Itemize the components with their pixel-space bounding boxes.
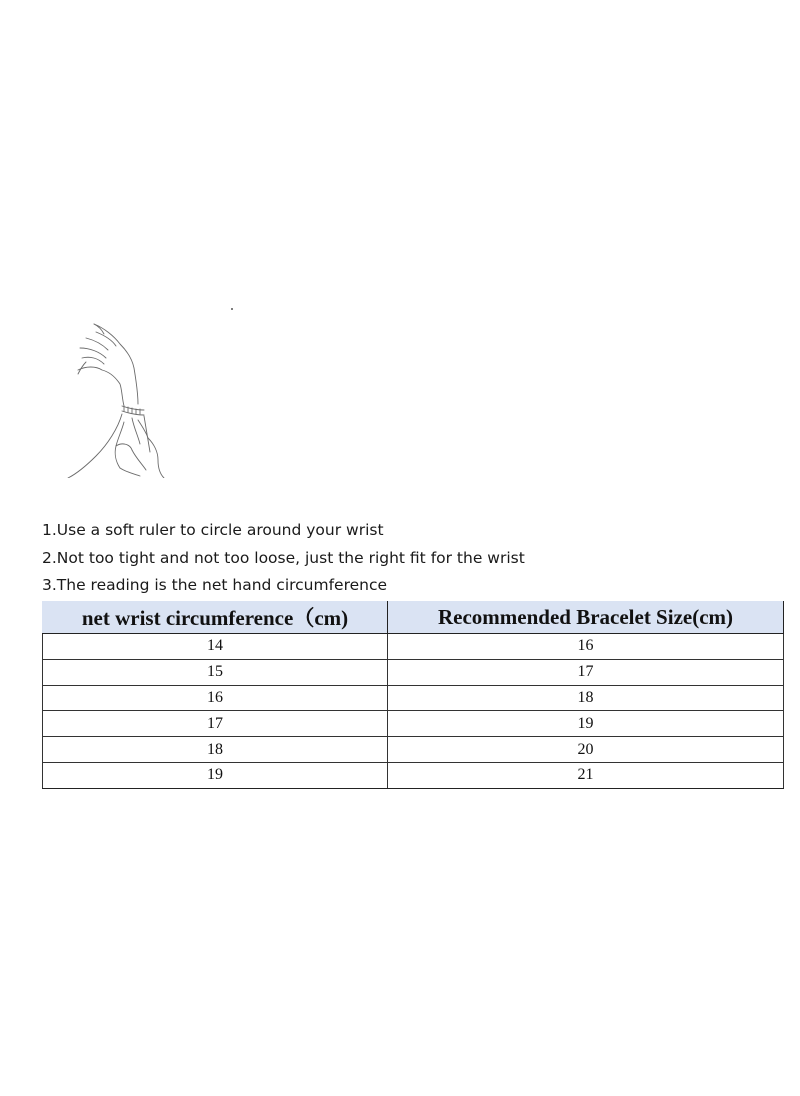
table-row bbox=[43, 762, 784, 788]
wrist-cell: 16 bbox=[43, 685, 388, 711]
stray-dot bbox=[231, 308, 233, 310]
bracelet-size-table bbox=[42, 601, 784, 789]
bracelet-cell: 20 bbox=[388, 737, 784, 763]
table-row bbox=[43, 685, 784, 711]
table-header-row bbox=[43, 601, 784, 634]
wrist-cell: 17 bbox=[43, 711, 388, 737]
wrist-cell: 15 bbox=[43, 659, 388, 685]
wrist-cell: 18 bbox=[43, 737, 388, 763]
measuring-instructions bbox=[42, 517, 762, 600]
table-row bbox=[43, 634, 784, 660]
instruction-step-3: 3.The reading is the net hand circumference bbox=[42, 576, 388, 594]
header-wrist-circumference: net wrist circumference（cm) bbox=[43, 601, 388, 634]
header-bracelet-size: Recommended Bracelet Size(cm) bbox=[388, 601, 784, 634]
bracelet-cell: 17 bbox=[388, 659, 784, 685]
table-row bbox=[43, 711, 784, 737]
instruction-step-1: 1.Use a soft ruler to circle around your wrist bbox=[42, 521, 384, 539]
bracelet-cell: 18 bbox=[388, 685, 784, 711]
wrist-measuring-illustration bbox=[60, 318, 172, 478]
bracelet-cell: 21 bbox=[388, 762, 784, 788]
table-row bbox=[43, 659, 784, 685]
bracelet-cell: 19 bbox=[388, 711, 784, 737]
instruction-step-2: 2.Not too tight and not too loose, just the right fit for the wrist bbox=[42, 548, 525, 567]
table-row bbox=[43, 737, 784, 763]
wrist-cell: 14 bbox=[43, 634, 388, 660]
bracelet-cell: 16 bbox=[388, 634, 784, 660]
wrist-cell: 19 bbox=[43, 762, 388, 788]
